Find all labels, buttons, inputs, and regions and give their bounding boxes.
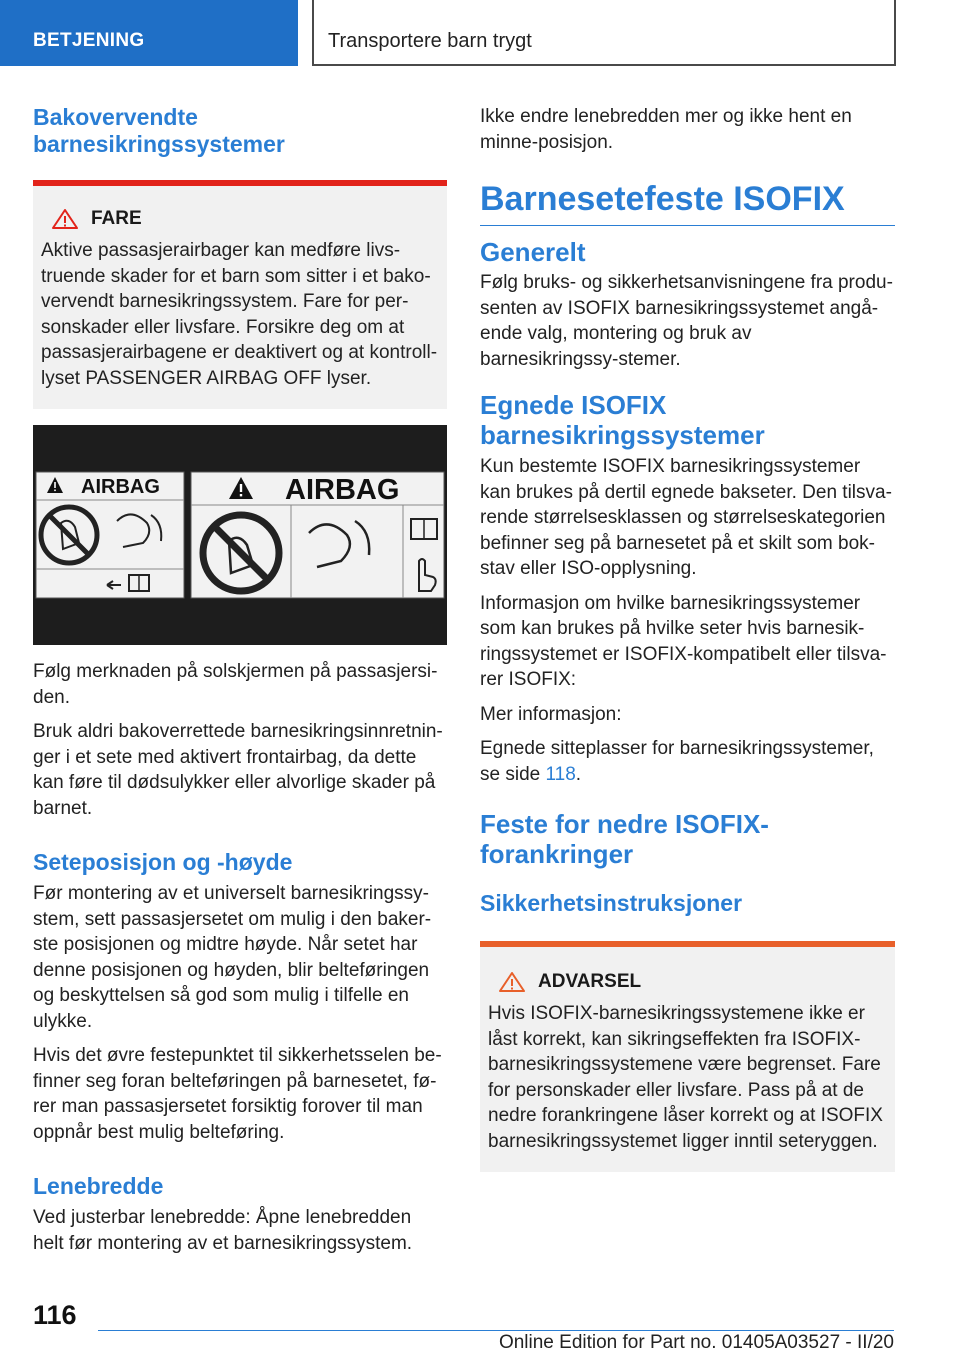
subheading-backrest-width: Lenebredde [33, 1173, 164, 1199]
paragraph-suitable-seats [480, 736, 895, 787]
subheading-general: Generelt [480, 237, 586, 267]
danger-box [33, 180, 447, 409]
paragraph-general: Følg bruks- og sikkerhetsanvisningene fra produ-senten av ISOFIX barnesikringssystemet angå-ende valg, montering og bruk av barnesikringssy-stemer. [480, 272, 893, 370]
subheading-lower-anchors: Feste for nedre ISOFIX-forankringer [480, 809, 769, 869]
danger-title [41, 208, 439, 230]
warning-triangle-icon [494, 971, 530, 993]
page-link-118[interactable]: 118 [545, 763, 576, 785]
main-heading-isofix: Barnesetefeste ISOFIX [480, 179, 895, 226]
page-header [0, 0, 960, 66]
footer-divider [98, 1330, 894, 1331]
warning-triangle-icon [47, 208, 83, 230]
airbag-warning-figure [33, 425, 447, 645]
paragraph-seat-position: Før montering av et universelt barnesikringssy-stem, sett passasjersetet om mulig i den baker-ste posisjonen og midtre høyde. Når setet har denne posisjonen og høyden, blir belteføringen og beskyttelsen så god som mulig i tilfelle en ulykke. [33, 883, 432, 1032]
warning-text: Hvis ISOFIX-barnesikringssystemene ikke er låst korrekt, kan sikringseffekten fra ISOFIX-barnesikringssystemene være begrenset. Fare for personskader eller livsfare. Pass på at de nedre forankringene låser korrekt og at ISOFIX barnesikringssystemet ligger inntil seteryggen. [488, 1003, 883, 1152]
paragraph-backrest-width: Ved justerbar lenebredde: Åpne lenebredden helt før montering av et barnesikringssystem. [33, 1207, 413, 1254]
airbag-label-large: AIRBAG [285, 474, 400, 506]
right-column [480, 104, 895, 1188]
paragraph-continued: Ikke endre lenebredden mer og ikke hent en minne-posisjon. [480, 106, 852, 153]
subheading-suitable-isofix: Egnede ISOFIX barnesikringssystemer [480, 390, 765, 450]
airbag-label-illustration [33, 425, 447, 645]
danger-label: FARE [91, 208, 142, 229]
paragraph-anchor-point: Hvis det øvre festepunktet til sikkerhetsselen be-finner seg foran belteføringen på barnesetet, fø-rer man passasjersetet forsiktig forover til man oppnår best mulig belteføring. [33, 1045, 442, 1143]
danger-text: Aktive passasjerairbager kan medføre livs-truende skader for et barn som sitter i et bako-vervendt barnesikringssystem. Fare for per-sonskader eller livsfare. Forsikre deg om at passasjerairbagene er deaktivert og at kontroll-lyset PASSENGER AIRBAG OFF lyser. [41, 240, 438, 389]
section-heading-rear-facing: Bakovervendte barnesikringssystemer [33, 104, 285, 157]
seats-text: Egnede sitteplasser for barnesikringssystemer, se side [480, 738, 874, 785]
airbag-label-small: AIRBAG [81, 476, 160, 498]
subheading-safety-instructions: Sikkerhetsinstruksjoner [480, 890, 743, 916]
paragraph-never-rear-facing: Bruk aldri bakoverrettede barnesikringsinnretnin-ger i et sete med aktivert frontairbag, da dette kan føre til dødsulykker eller alvorlige skader på barnet. [33, 721, 443, 819]
warning-box [480, 941, 895, 1172]
warning-title [488, 971, 887, 993]
warning-label: ADVARSEL [538, 971, 642, 992]
footer-edition: Online Edition for Part no. 01405A03527 - II/20 [498, 1332, 894, 1353]
section-tab[interactable]: BETJENING [0, 0, 298, 66]
chapter-title: Transportere barn trygt [312, 0, 896, 66]
page-number: 116 [33, 1300, 77, 1330]
subheading-seat-position: Seteposisjon og -høyde [33, 849, 293, 875]
paragraph-sun-visor: Følg merknaden på solskjermen på passasjersi-den. [33, 661, 438, 708]
paragraph-suitable-2: Informasjon om hvilke barnesikringssystemer som kan brukes på hvilke seter hvis barnesik-ringssystemet er ISOFIX-kompatibelt eller tilsva-rer ISOFIX: [480, 592, 887, 690]
seats-end: . [575, 763, 582, 785]
paragraph-more-info: Mer informasjon: [480, 703, 622, 725]
left-column [33, 104, 447, 1265]
paragraph-suitable-1: Kun bestemte ISOFIX barnesikringssystemer kan brukes på dertil egnede bakseter. Den tilsva-rende størrelsesklassen og størrelseskategorien befinner seg på barnesetet på et skilt som bok-stav eller ISO-opplysning. [480, 456, 892, 579]
